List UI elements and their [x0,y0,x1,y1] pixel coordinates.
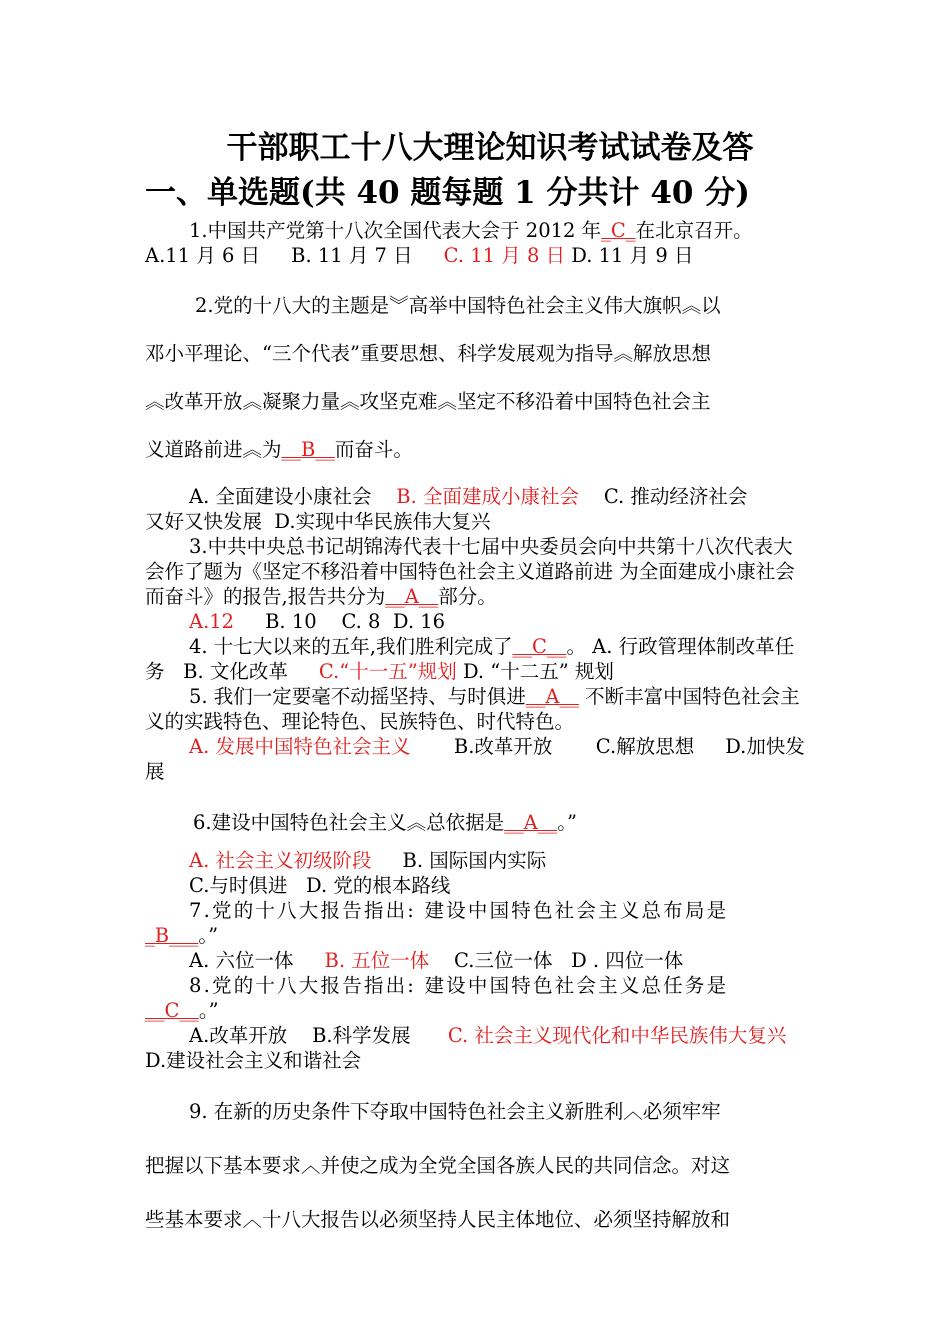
question-stem: 3.中共中央总书记胡锦涛代表十七届中央委员会向中共第十八次代表大会作了题为《坚定不移沿着中国特色社会主义道路前进 为全面建成小康社会而奋斗》的报告,报告共分为__A__部分。 [145,535,795,608]
option-c: C. 11 月 8 日 [443,244,566,267]
question-options [145,848,807,873]
option-b: B. 文化改革 [183,660,288,683]
document-title: 干部职工十八大理论知识考试试卷及答 [226,130,754,166]
question-7 [145,898,807,973]
option-d: D. “十二五” 规划 [462,660,614,683]
option-a: A. 行政管理体制改革任务 [145,635,795,683]
option-a: A.11 月 6 日 [145,244,261,267]
question-options [145,734,807,784]
option-b: B. 10 [265,610,317,633]
answer-blank: _C_ [601,219,636,242]
option-a: A.改革开放 [189,1024,288,1047]
question-options [145,1023,807,1073]
answer-blank: __A__ [525,685,579,708]
question-stem-line: 邓小平理论、“三个代表”重要思想、科学发展观为指导︽解放思想 [145,342,711,365]
answer-blank: __C__ [512,635,567,658]
question-stem: 4. 十七大以来的五年,我们胜利完成了__C__。 A. 行政管理体制改革任务 B. 文化改革 C.“十一五”规划 D. “十二五” 规划 [145,635,795,683]
question-stem-line: 9. 在新的历史条件下夺取中国特色社会主义新胜利︿必须牢牢 [189,1100,721,1123]
question-stem: 8.党的十八大报告指出: 建设中国特色社会主义总任务是 [189,974,729,997]
option-c-cont: 又好又快发展 [145,510,263,533]
question-stem-line: 把握以下基本要求︿并使之成为全党全国各族人民的共同信念。对这 [145,1154,731,1177]
answer-blank: __C__ [145,999,199,1022]
question-stem-end: __C__。” [145,999,219,1022]
question-stem-line: 些基本要求︿十八大报告以必须坚持人民主体地位、必须坚持解放和 [145,1208,731,1231]
question-stem: 5. 我们一定要毫不动摇坚持、与时俱进__A__ 不断丰富中国特色社会主义的实践特色、理论特色、民族特色、时代特色。 [145,685,800,733]
question-2 [145,282,807,534]
question-3 [145,534,807,634]
option-a: A.12 [189,610,235,633]
question-1 [145,218,807,268]
question-options [145,948,807,973]
answer-blank: __A__ [504,811,558,834]
option-b: B. 五位一体 [324,949,430,972]
question-options [145,509,807,534]
option-b: B. 全面建成小康社会 [396,485,580,508]
answer-blank: __B__ [281,438,335,461]
question-options [145,243,807,268]
question-options [145,873,807,898]
question-4 [145,634,807,684]
option-d: D . 四位一体 [571,949,684,972]
question-stem-line: ︽改革开放︽凝聚力量︽攻坚克难︽坚定不移沿着中国特色社会主 [145,390,711,413]
question-5 [145,684,807,784]
question-9 [145,1085,807,1247]
option-c: C.“十一五”规划 [318,660,457,683]
question-stem-end: _B___。” [145,924,219,947]
question-6 [145,798,807,898]
option-d: D. 16 [392,610,446,633]
question-stem: 6.建设中国特色社会主义︽总依据是__A__。” [193,811,577,834]
question-stem: 1.中国共产党第十八次全国代表大会于 2012 年_C_在北京召开。 [189,219,753,242]
question-stem: 7.党的十八大报告指出: 建设中国特色社会主义总布局是 [189,899,729,922]
option-c: C.三位一体 [454,949,553,972]
question-stem-line: 义道路前进︽为__B__而奋斗。 [145,438,413,461]
option-c: C.解放思想 [595,735,695,758]
option-b: B. 11 月 7 日 [291,244,413,267]
answer-blank: __A__ [385,585,439,608]
option-d: D. 11 月 9 日 [571,244,694,267]
option-a: A. 全面建设小康社会 [189,485,372,508]
question-stem-line: 2.党的十八大的主题是︾高举中国特色社会主义伟大旗帜︽以 [195,294,721,317]
option-a: A. 社会主义初级阶段 [189,849,372,872]
question-options [145,609,807,634]
option-a: A. 发展中国特色社会主义 [189,735,411,758]
question-8 [145,973,807,1073]
option-b: B. 国际国内实际 [402,849,547,872]
option-c: C.与时俱进 [189,874,288,897]
option-d: D. 党的根本路线 [306,874,451,897]
option-d: D.加快发展 [145,735,805,783]
option-a: A. 六位一体 [189,949,294,972]
question-options [145,484,807,509]
option-c: C. 推动经济社会 [603,485,748,508]
option-d: D.建设社会主义和谐社会 [145,1049,362,1072]
option-c: C. 社会主义现代化和中华民族伟大复兴 [447,1024,787,1047]
option-c: C. 8 [341,610,381,633]
option-d: D.实现中华民族伟大复兴 [274,510,491,533]
answer-blank: _B___ [145,924,199,947]
section-heading: 一、单选题(共 40 题每题 1 分共计 40 分) [145,175,750,211]
option-b: B.科学发展 [312,1024,411,1047]
option-b: B.改革开放 [453,735,553,758]
document-page [145,126,807,1247]
